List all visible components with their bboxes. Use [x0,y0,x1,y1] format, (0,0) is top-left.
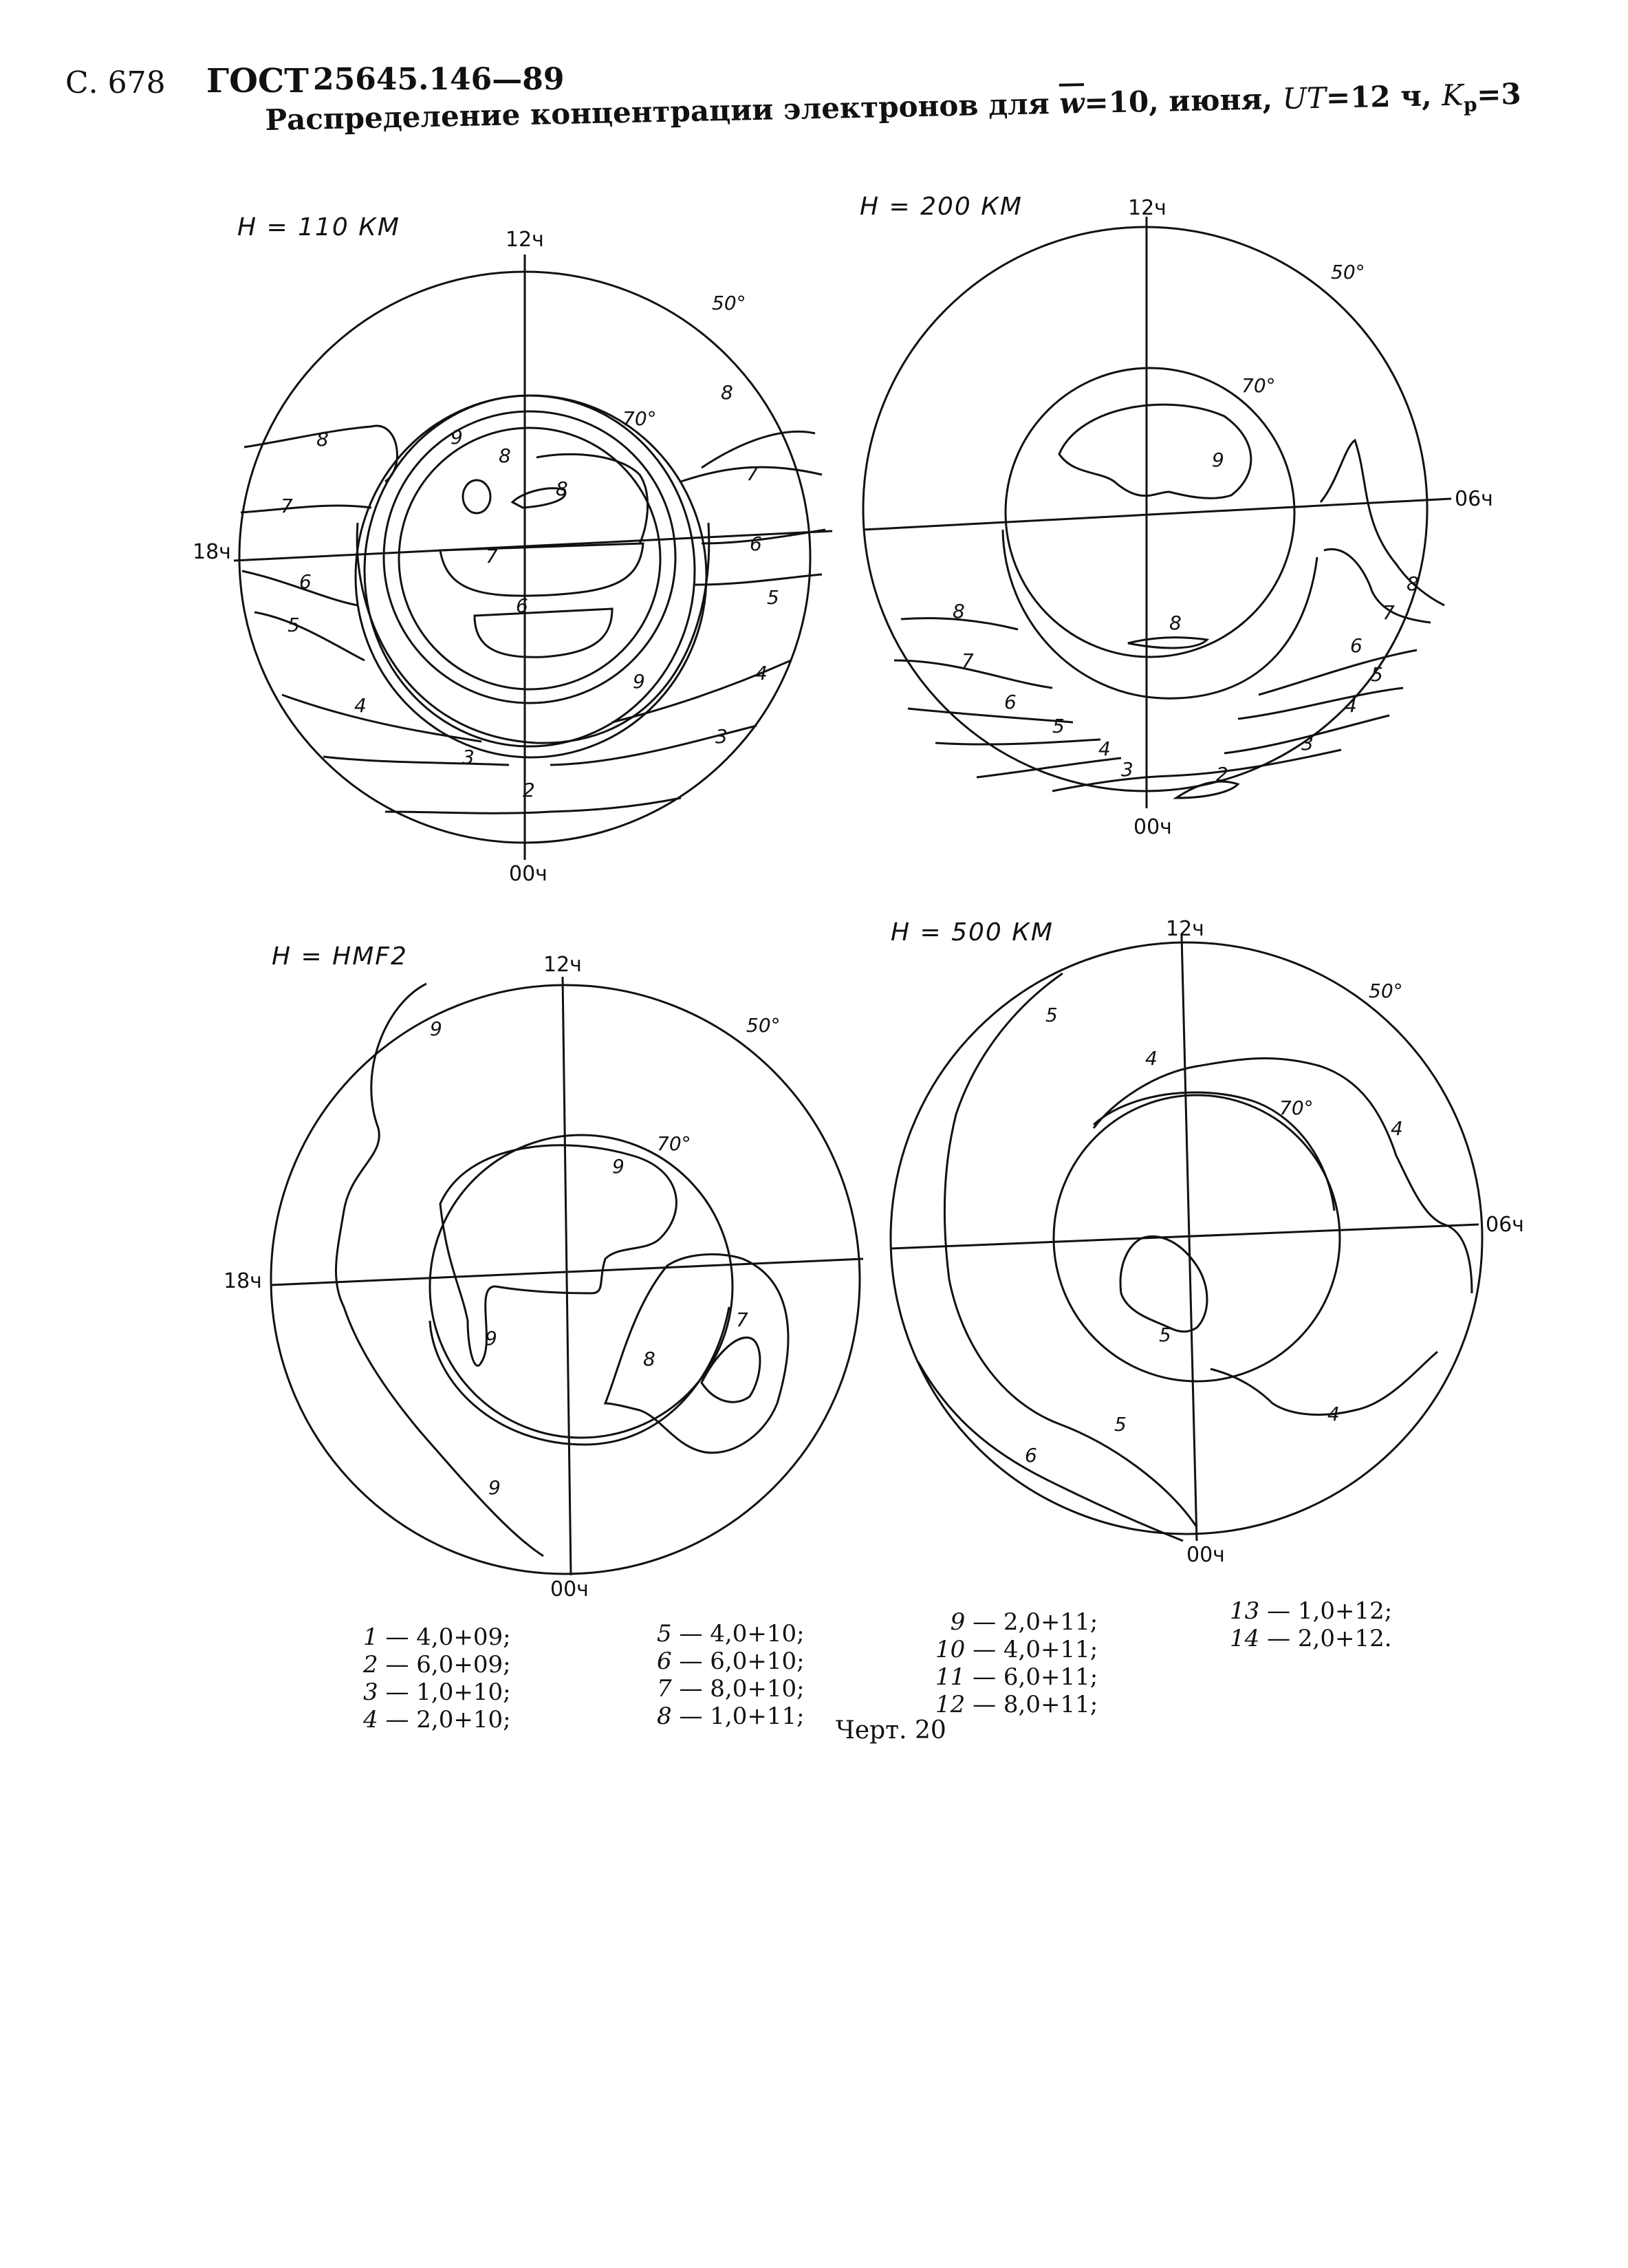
legend-item: 11 — 6,0+11; [935,1663,1098,1691]
contour-9-inner [536,454,648,543]
legend-item: 7 — 8,0+10; [657,1675,805,1703]
contour-8-upper [244,426,815,482]
title-kp: K [1441,78,1464,113]
p1-level-label: 7 [746,462,759,485]
title-kp-value: =3 [1476,76,1522,112]
p2-level-label: 2 [1216,763,1228,786]
p1-level-label: 3 [462,746,475,768]
p4-level-label: 5 [1045,1004,1058,1026]
p1-level-label: 6 [516,594,528,617]
p2-level-label: 4 [1098,737,1111,760]
p2-level-label: 8 [953,600,965,623]
legend-item: 14 — 2,0+12. [1230,1625,1392,1652]
contour-7-inner [440,543,643,596]
p3-left-time: 18ч [224,1269,262,1293]
p3-lat-outer: 50° [746,1014,781,1037]
p4-level-label: 5 [1159,1324,1171,1346]
meridian-12-00 [563,977,571,1575]
contour-7-upper [241,467,822,512]
p1-level-label: 3 [715,725,728,748]
circle-70-deg [430,1135,732,1438]
p2-level-label: 7 [962,649,974,672]
p2-lat-outer: 50° [1331,261,1365,283]
p4-lat-inner: 70° [1279,1097,1314,1119]
p4-level-label: 4 [1391,1117,1403,1140]
gost-label: ГОСТ [206,62,309,100]
p3-lat-inner: 70° [657,1132,691,1155]
p1-level-label: 6 [299,570,312,593]
p2-right-time: 06ч [1455,487,1493,511]
legend-item: 13 — 1,0+12; [1230,1597,1393,1625]
p3-level-label: 8 [643,1348,655,1370]
p4-bottom-time: 00ч [1186,1543,1225,1567]
contour-2 [1176,781,1238,798]
legend-item: 8 — 1,0+11; [657,1703,805,1730]
title-kp-sub: p [1463,93,1477,116]
p2-level-label: 7 [1382,601,1395,624]
legend-item: 12 — 8,0+11; [935,1691,1098,1718]
p3-level-label: 7 [736,1308,748,1331]
p2-bottom-time: 00ч [1133,815,1172,839]
title-ut: UT [1282,80,1327,116]
panel-label-110km: H = 110 КМ [237,213,400,241]
p2-level-label: 3 [1301,732,1314,755]
p2-level-label: 4 [1345,694,1357,717]
contour-ring-outer [1003,530,1317,698]
p1-level-label: 7 [281,495,293,517]
meridian-18-06 [234,531,832,561]
legend-col-1 [363,1623,511,1734]
p3-top-time: 12ч [543,953,582,977]
document-number: 25645.146—89 [313,62,565,97]
p2-level-label: 5 [1052,715,1065,737]
meridian-12-00 [1182,936,1197,1541]
legend-item: 2 — 6,0+09; [363,1651,511,1678]
p1-lat-inner: 70° [622,407,657,430]
p2-top-time: 12ч [1128,196,1166,220]
panel-label-200km: H = 200 КМ [860,193,1023,221]
p4-lat-outer: 50° [1369,980,1403,1002]
meridian-18-06 [863,499,1451,530]
p1-level-label: 9 [451,426,463,449]
p1-level-label: 5 [287,614,300,636]
p3-level-label: 9 [430,1017,442,1040]
p2-level-label: 8 [1169,612,1182,634]
p1-level-label: 5 [767,586,779,609]
legend-col-3 [935,1608,1098,1718]
p1-level-label: 9 [633,670,645,693]
contour-4-lower [1211,1352,1437,1415]
p4-right-time: 06ч [1486,1213,1524,1237]
p2-lat-inner: 70° [1241,374,1276,397]
circle-70-deg [1006,368,1294,657]
legend-item: 1 — 4,0+09; [363,1623,511,1651]
contour-inner-ring [399,428,660,689]
title-ut-value: =12 ч, [1325,78,1442,115]
contour-9-outer [336,984,543,1556]
p1-level-label: 8 [721,381,733,404]
p3-level-label: 9 [612,1155,625,1178]
p1-level-label: 4 [354,694,367,717]
contour-8-blob [1128,638,1207,648]
legend-item: 4 — 2,0+10; [363,1706,511,1734]
contour-6 [242,530,825,605]
panel-hmf2 [271,977,863,1575]
contour-5 [254,574,822,660]
legend-col-2 [657,1620,805,1730]
p1-level-label: 2 [523,779,535,801]
p1-left-time: 18ч [193,540,231,564]
p2-level-label: 8 [1407,572,1419,595]
title-w-symbol: $\overline{w}$ [1059,86,1085,120]
contour-8 [605,1254,788,1452]
legend-item: 3 — 1,0+10; [363,1678,511,1706]
p3-bottom-time: 00ч [550,1577,589,1601]
p2-level-label: 9 [1212,449,1224,471]
title-rest: =10, июня, [1083,82,1283,120]
contour-7 [702,1337,760,1402]
panel-200km [863,217,1451,808]
meridian-18-06 [891,1224,1479,1249]
p2-level-label: 5 [1371,663,1383,686]
p4-top-time: 12ч [1166,917,1204,941]
p1-level-label: 6 [750,532,762,555]
p3-level-label: 9 [488,1476,501,1499]
p1-level-label: 8 [556,477,568,500]
contour-8-blob-a [463,480,490,513]
p4-level-label: 5 [1114,1413,1127,1436]
circle-50-deg [863,227,1427,791]
contour-ring-outer [430,1307,729,1445]
circle-70-deg [1054,1095,1340,1381]
panel-label-500km: H = 500 КМ [891,918,1054,947]
panel-110km [234,255,832,860]
legend-item: 10 — 4,0+11; [935,1636,1098,1663]
legend-item: 6 — 6,0+10; [657,1648,805,1675]
panel-500km [891,936,1482,1541]
contour-3 [1052,750,1341,791]
p1-level-label: 8 [316,428,329,451]
contour-6 [918,1362,1183,1541]
p2-level-label: 6 [1004,691,1017,713]
p1-lat-outer: 50° [712,292,746,314]
circle-50-deg [891,942,1482,1534]
contour-5-inner [1120,1236,1207,1331]
figure-caption: Черт. 20 [836,1716,946,1745]
contour-8 [901,440,1444,629]
p1-level-label: 4 [755,662,768,684]
contour-6-inner [475,609,612,657]
p1-top-time: 12ч [506,228,544,252]
p2-level-label: 6 [1350,634,1363,657]
contour-5-outer [944,973,1197,1527]
p3-level-label: 9 [485,1327,497,1350]
panel-label-hmf2: H = HMF2 [272,942,408,971]
title-prefix: Распределение концентрации электронов для [265,86,1060,137]
legend-item: 5 — 4,0+10; [657,1620,805,1648]
p1-level-label: 8 [499,444,511,467]
legend-item: 9 — 2,0+11; [950,1608,1098,1636]
p4-level-label: 6 [1025,1444,1037,1467]
page-number: С. 678 [65,65,166,100]
p2-level-label: 3 [1121,758,1133,781]
circle-70-deg [384,411,675,703]
contour-4-upper [1094,1058,1472,1293]
legend-col-4 [1230,1597,1392,1652]
p1-bottom-time: 00ч [509,862,547,886]
contour-ring-a [365,396,695,746]
p4-level-label: 4 [1327,1403,1340,1425]
p1-level-label: 7 [486,545,498,568]
p4-level-label: 4 [1145,1047,1158,1070]
